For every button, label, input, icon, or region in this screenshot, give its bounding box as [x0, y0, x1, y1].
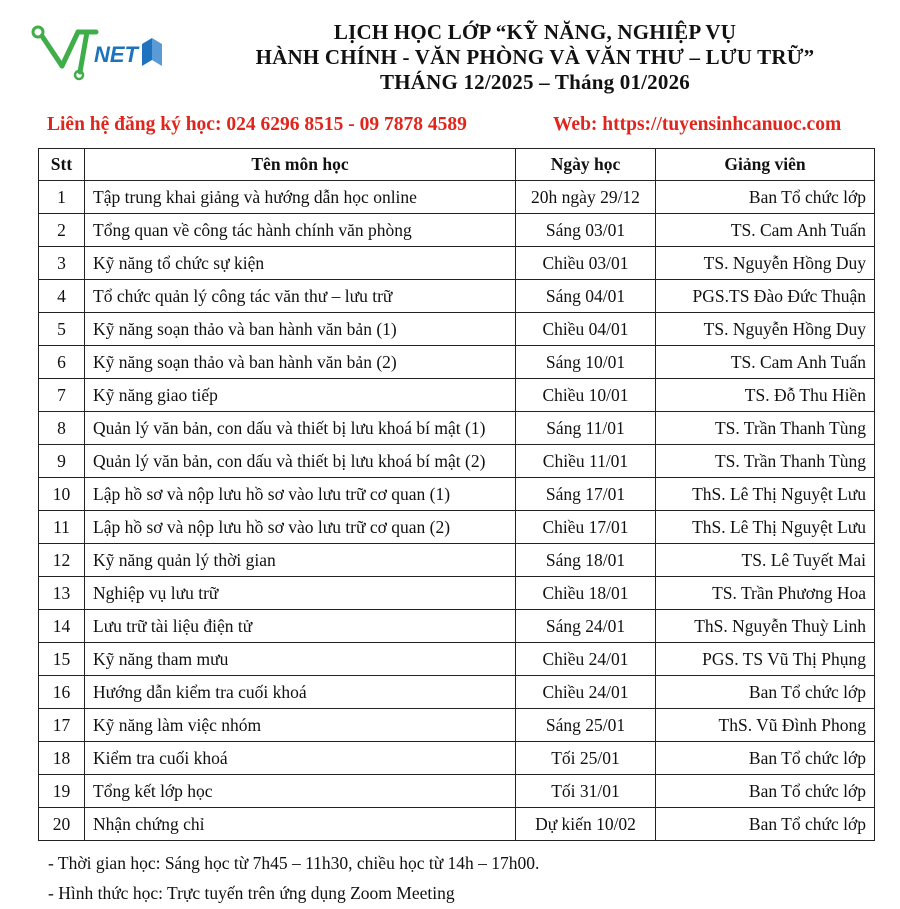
header-stt: Stt: [39, 149, 85, 181]
row-teacher: TS. Trần Thanh Tùng: [656, 412, 875, 445]
table-row: [39, 742, 875, 775]
row-teacher: PGS. TS Vũ Thị Phụng: [656, 643, 875, 676]
row-stt: 10: [39, 478, 85, 511]
row-subject: Kỹ năng tổ chức sự kiện: [85, 247, 516, 280]
logo-text: NET: [94, 42, 138, 67]
row-stt: 16: [39, 676, 85, 709]
row-stt: 20: [39, 808, 85, 841]
document-title: [190, 20, 880, 95]
schedule-table: [38, 148, 875, 841]
table-row: [39, 445, 875, 478]
row-teacher: TS. Cam Anh Tuấn: [656, 346, 875, 379]
row-subject: Kỹ năng tham mưu: [85, 643, 516, 676]
book-icon: [142, 38, 152, 66]
row-stt: 5: [39, 313, 85, 346]
row-date: Tối 25/01: [516, 742, 656, 775]
row-stt: 9: [39, 445, 85, 478]
table-row: [39, 247, 875, 280]
row-subject: Kỹ năng soạn thảo và ban hành văn bản (1): [85, 313, 516, 346]
table-row: [39, 511, 875, 544]
row-subject: Kiểm tra cuối khoá: [85, 742, 516, 775]
row-stt: 1: [39, 181, 85, 214]
row-date: Sáng 11/01: [516, 412, 656, 445]
row-subject: Tập trung khai giảng và hướng dẫn học online: [85, 181, 516, 214]
row-date: Sáng 18/01: [516, 544, 656, 577]
row-stt: 7: [39, 379, 85, 412]
table-row: [39, 808, 875, 841]
row-subject: Nhận chứng chỉ: [85, 808, 516, 841]
row-teacher: TS. Trần Phương Hoa: [656, 577, 875, 610]
row-teacher: Ban Tổ chức lớp: [656, 181, 875, 214]
row-stt: 4: [39, 280, 85, 313]
row-date: 20h ngày 29/12: [516, 181, 656, 214]
table-row: [39, 181, 875, 214]
row-date: Sáng 24/01: [516, 610, 656, 643]
row-teacher: Ban Tổ chức lớp: [656, 676, 875, 709]
table-header-row: [39, 149, 875, 181]
row-teacher: ThS. Nguyễn Thuỳ Linh: [656, 610, 875, 643]
row-teacher: TS. Đỗ Thu Hiền: [656, 379, 875, 412]
row-subject: Tổng quan về công tác hành chính văn phòng: [85, 214, 516, 247]
row-subject: Kỹ năng giao tiếp: [85, 379, 516, 412]
note-time: - Thời gian học: Sáng học từ 7h45 – 11h30, chiều học từ 14h – 17h00.: [48, 853, 540, 873]
row-stt: 15: [39, 643, 85, 676]
table-row: [39, 643, 875, 676]
table-row: [39, 676, 875, 709]
row-stt: 6: [39, 346, 85, 379]
row-teacher: TS. Nguyễn Hồng Duy: [656, 313, 875, 346]
title-line-2: HÀNH CHÍNH - VĂN PHÒNG VÀ VĂN THƯ – LƯU TRỮ”: [255, 45, 815, 69]
row-stt: 11: [39, 511, 85, 544]
header-subject: Tên môn học: [85, 149, 516, 181]
note-format: - Hình thức học: Trực tuyến trên ứng dụng Zoom Meeting: [48, 883, 455, 903]
row-teacher: Ban Tổ chức lớp: [656, 775, 875, 808]
row-teacher: ThS. Vũ Đình Phong: [656, 709, 875, 742]
row-subject: Tổng kết lớp học: [85, 775, 516, 808]
table-row: [39, 478, 875, 511]
notes: [48, 848, 539, 908]
row-subject: Lập hồ sơ và nộp lưu hồ sơ vào lưu trữ cơ quan (1): [85, 478, 516, 511]
row-stt: 2: [39, 214, 85, 247]
row-subject: Quản lý văn bản, con dấu và thiết bị lưu khoá bí mật (1): [85, 412, 516, 445]
table-row: [39, 544, 875, 577]
row-teacher: ThS. Lê Thị Nguyệt Lưu: [656, 478, 875, 511]
vnet-logo-graphic: [30, 22, 180, 84]
row-stt: 19: [39, 775, 85, 808]
row-stt: 3: [39, 247, 85, 280]
table-row: [39, 610, 875, 643]
row-date: Tối 31/01: [516, 775, 656, 808]
row-date: Chiều 03/01: [516, 247, 656, 280]
table-row: [39, 412, 875, 445]
row-subject: Tổ chức quản lý công tác văn thư – lưu trữ: [85, 280, 516, 313]
header-date: Ngày học: [516, 149, 656, 181]
row-date: Sáng 10/01: [516, 346, 656, 379]
row-date: Sáng 25/01: [516, 709, 656, 742]
table-row: [39, 346, 875, 379]
table-row: [39, 379, 875, 412]
contact-phone: Liên hệ đăng ký học: 024 6296 8515 - 09 7878 4589: [47, 114, 467, 135]
row-teacher: Ban Tổ chức lớp: [656, 808, 875, 841]
row-subject: Quản lý văn bản, con dấu và thiết bị lưu khoá bí mật (2): [85, 445, 516, 478]
row-date: Dự kiến 10/02: [516, 808, 656, 841]
title-line-1: LỊCH HỌC LỚP “KỸ NĂNG, NGHIỆP VỤ: [333, 20, 737, 44]
vnet-logo: [30, 22, 180, 84]
title-line-3: THÁNG 12/2025 – Tháng 01/2026: [380, 70, 690, 94]
row-teacher: ThS. Lê Thị Nguyệt Lưu: [656, 511, 875, 544]
row-teacher: TS. Lê Tuyết Mai: [656, 544, 875, 577]
header-teacher: Giảng viên: [656, 149, 875, 181]
row-subject: Kỹ năng quản lý thời gian: [85, 544, 516, 577]
row-teacher: Ban Tổ chức lớp: [656, 742, 875, 775]
row-stt: 18: [39, 742, 85, 775]
row-date: Chiều 17/01: [516, 511, 656, 544]
row-date: Chiều 11/01: [516, 445, 656, 478]
row-date: Sáng 17/01: [516, 478, 656, 511]
row-date: Chiều 24/01: [516, 676, 656, 709]
row-subject: Kỹ năng soạn thảo và ban hành văn bản (2): [85, 346, 516, 379]
row-subject: Lưu trữ tài liệu điện tử: [85, 610, 516, 643]
row-date: Chiều 24/01: [516, 643, 656, 676]
contact-website: Web: https://tuyensinhcanuoc.com: [553, 114, 842, 135]
row-stt: 14: [39, 610, 85, 643]
row-subject: Lập hồ sơ và nộp lưu hồ sơ vào lưu trữ cơ quan (2): [85, 511, 516, 544]
row-date: Sáng 03/01: [516, 214, 656, 247]
row-date: Sáng 04/01: [516, 280, 656, 313]
table-row: [39, 280, 875, 313]
row-subject: Hướng dẫn kiểm tra cuối khoá: [85, 676, 516, 709]
row-subject: Nghiệp vụ lưu trữ: [85, 577, 516, 610]
table-row: [39, 313, 875, 346]
row-date: Chiều 10/01: [516, 379, 656, 412]
row-teacher: TS. Trần Thanh Tùng: [656, 445, 875, 478]
table-row: [39, 577, 875, 610]
table-row: [39, 775, 875, 808]
row-date: Chiều 18/01: [516, 577, 656, 610]
row-stt: 8: [39, 412, 85, 445]
row-teacher: TS. Cam Anh Tuấn: [656, 214, 875, 247]
row-subject: Kỹ năng làm việc nhóm: [85, 709, 516, 742]
row-stt: 17: [39, 709, 85, 742]
row-stt: 13: [39, 577, 85, 610]
row-teacher: PGS.TS Đào Đức Thuận: [656, 280, 875, 313]
row-teacher: TS. Nguyễn Hồng Duy: [656, 247, 875, 280]
table-row: [39, 709, 875, 742]
row-stt: 12: [39, 544, 85, 577]
row-date: Chiều 04/01: [516, 313, 656, 346]
table-row: [39, 214, 875, 247]
